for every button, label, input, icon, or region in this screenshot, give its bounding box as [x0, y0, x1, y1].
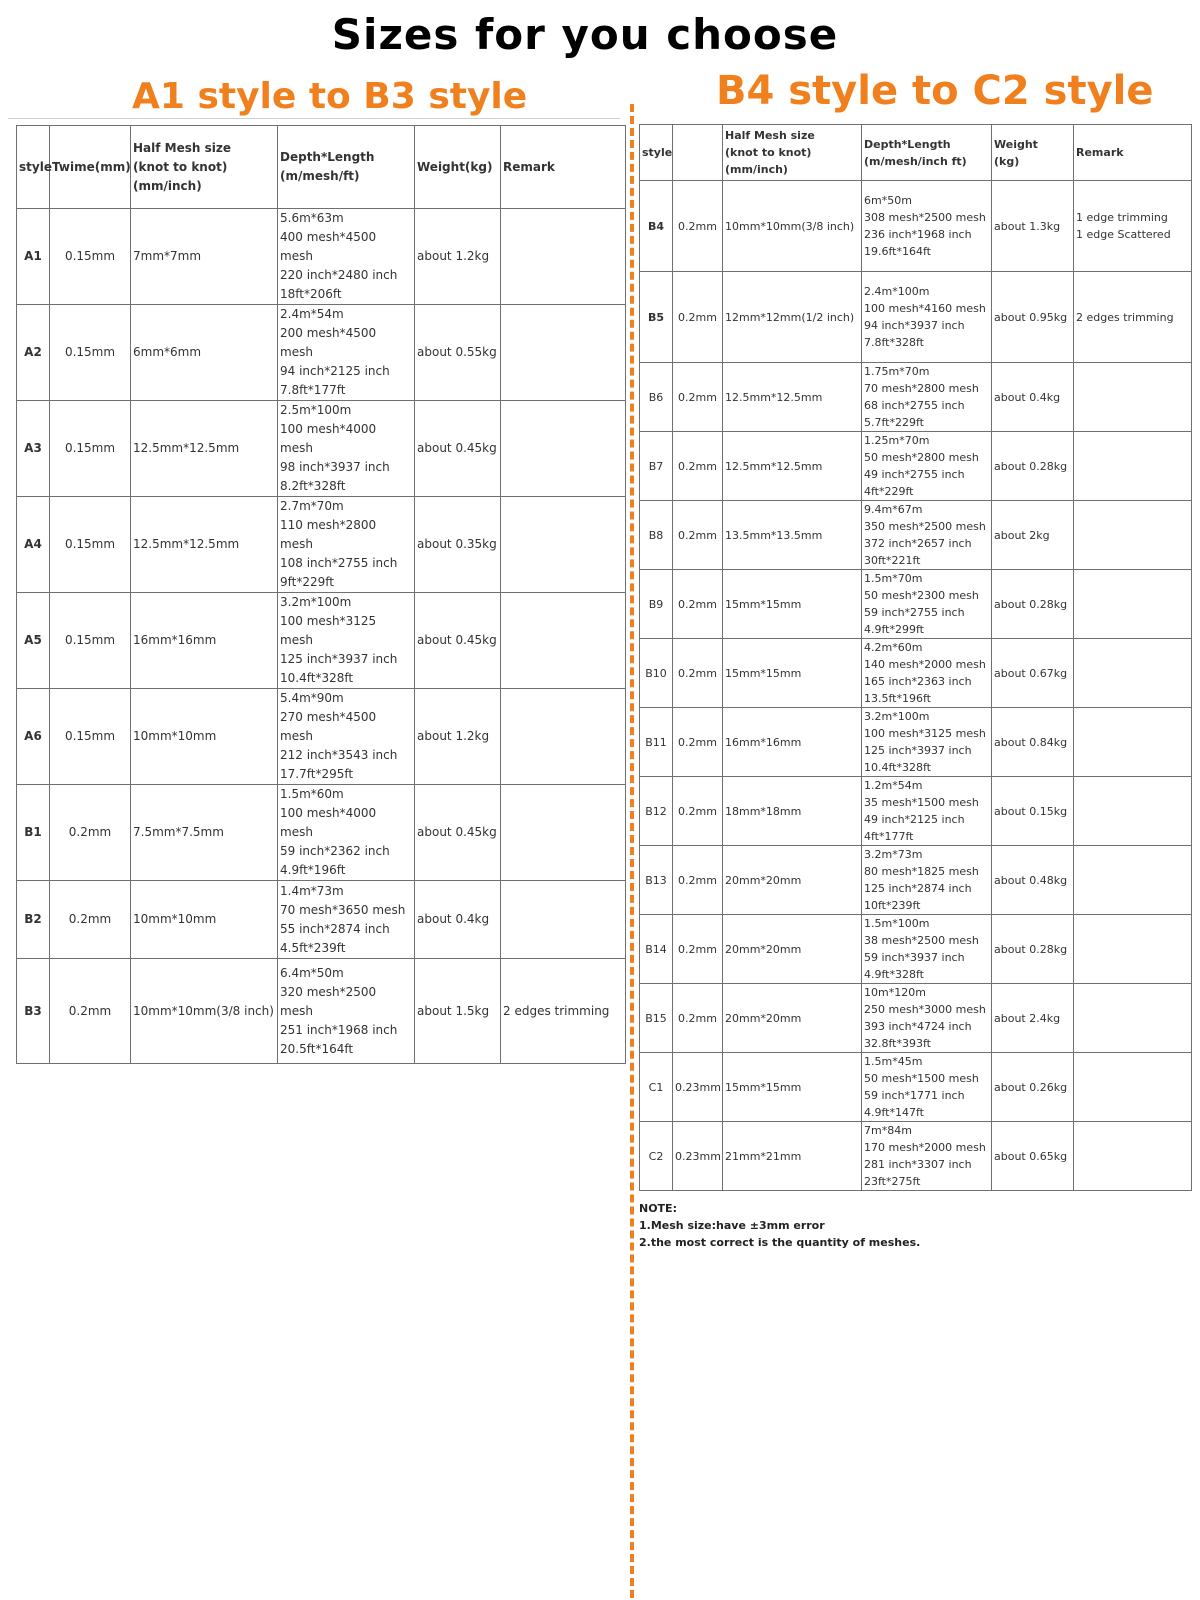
depth-line: 4.9ft*196ft [280, 863, 346, 877]
depth-length-cell [862, 181, 992, 272]
table-row [17, 959, 626, 1064]
table-row [640, 363, 1192, 432]
style-cell: B3 [17, 959, 50, 1064]
depth-line: 49 inch*2755 inch [864, 468, 965, 481]
twine-cell: 0.2mm [50, 785, 131, 881]
remark-cell [501, 785, 626, 881]
twine-cell: 0.15mm [50, 689, 131, 785]
mesh-size-cell: 12.5mm*12.5mm [723, 432, 862, 501]
depth-length-cell [278, 305, 415, 401]
table-row [17, 209, 626, 305]
remark-cell [501, 305, 626, 401]
style-cell: B6 [640, 363, 673, 432]
twine-cell: 0.2mm [673, 915, 723, 984]
remark-cell [1074, 984, 1192, 1053]
depth-line: 59 inch*1771 inch [864, 1089, 965, 1102]
depth-line: 10ft*239ft [864, 899, 921, 912]
twine-cell: 0.23mm [673, 1122, 723, 1191]
page-title: Sizes for you choose [331, 10, 839, 59]
depth-line: 38 mesh*2500 mesh [864, 934, 979, 947]
column-header: Weight (kg) [992, 125, 1074, 181]
mesh-size-cell: 7.5mm*7.5mm [131, 785, 278, 881]
table-row [640, 777, 1192, 846]
remark-cell [501, 209, 626, 305]
depth-line: 165 inch*2363 inch [864, 675, 972, 688]
twine-cell: 0.15mm [50, 305, 131, 401]
remark-cell: 2 edges trimming [501, 959, 626, 1064]
weight-cell: about 0.84kg [992, 708, 1074, 777]
twine-cell: 0.2mm [673, 846, 723, 915]
depth-line: 6.4m*50m [280, 965, 344, 980]
depth-length-cell [862, 1053, 992, 1122]
column-header: Weight(kg) [415, 126, 501, 209]
depth-line: 50 mesh*2800 mesh [864, 451, 979, 464]
depth-line: 59 inch*3937 inch [864, 951, 965, 964]
depth-length-cell [862, 777, 992, 846]
style-cell: A1 [17, 209, 50, 305]
style-cell: A4 [17, 497, 50, 593]
table-row [17, 401, 626, 497]
mesh-size-cell: 18mm*18mm [723, 777, 862, 846]
weight-cell: about 0.65kg [992, 1122, 1074, 1191]
weight-cell: about 0.28kg [992, 570, 1074, 639]
mesh-size-cell: 12.5mm*12.5mm [131, 497, 278, 593]
twine-cell: 0.2mm [673, 181, 723, 272]
depth-line: 100 mesh*4000 mesh [280, 806, 377, 839]
depth-line: 55 inch*2874 inch [280, 921, 390, 936]
remark-cell [1074, 846, 1192, 915]
note-line: 1.Mesh size:have ±3mm error [639, 1219, 825, 1232]
depth-line: 5.4m*90m [280, 691, 344, 705]
depth-line: 200 mesh*4500 mesh [280, 326, 377, 359]
mesh-size-cell: 16mm*16mm [131, 593, 278, 689]
depth-length-cell [278, 497, 415, 593]
column-header: style [640, 125, 673, 181]
mesh-size-cell: 13.5mm*13.5mm [723, 501, 862, 570]
remark-cell [1074, 1053, 1192, 1122]
depth-line: 100 mesh*3125 mesh [280, 614, 377, 647]
mesh-size-cell: 15mm*15mm [723, 639, 862, 708]
depth-line: 50 mesh*1500 mesh [864, 1072, 979, 1085]
depth-line: 270 mesh*4500 mesh [280, 710, 377, 743]
twine-cell: 0.2mm [673, 984, 723, 1053]
depth-length-cell [862, 639, 992, 708]
style-cell: B1 [17, 785, 50, 881]
weight-cell: about 0.67kg [992, 639, 1074, 708]
depth-line: 10.4ft*328ft [280, 671, 354, 685]
table-row [640, 1122, 1192, 1191]
depth-line: 1.2m*54m [864, 779, 923, 792]
depth-line: 110 mesh*2800 mesh [280, 518, 377, 551]
weight-cell: about 0.28kg [992, 432, 1074, 501]
mesh-size-cell: 15mm*15mm [723, 570, 862, 639]
weight-cell: about 1.5kg [415, 959, 501, 1064]
column-header: Remark [501, 126, 626, 209]
style-cell: B5 [640, 272, 673, 363]
twine-cell: 0.2mm [673, 432, 723, 501]
column-header: Twime(mm) [50, 126, 131, 209]
depth-line: 2.5m*100m [280, 403, 352, 417]
style-cell: A3 [17, 401, 50, 497]
remark-cell [501, 401, 626, 497]
mesh-size-cell: 10mm*10mm [131, 689, 278, 785]
note-line: 2.the most correct is the quantity of meshes. [639, 1236, 921, 1249]
table-row [640, 432, 1192, 501]
depth-length-cell [278, 209, 415, 305]
depth-line: 70 mesh*3650 mesh [280, 902, 406, 917]
weight-cell: about 0.48kg [992, 846, 1074, 915]
depth-line: 9ft*229ft [280, 575, 334, 589]
weight-cell: about 0.55kg [415, 305, 501, 401]
weight-cell: about 0.15kg [992, 777, 1074, 846]
table-row [640, 501, 1192, 570]
depth-line: 2.4m*100m [864, 285, 930, 298]
depth-line: 4ft*177ft [864, 830, 914, 843]
depth-line: 1.4m*73m [280, 883, 344, 898]
depth-line: 80 mesh*1825 mesh [864, 865, 979, 878]
twine-cell: 0.2mm [673, 639, 723, 708]
depth-length-cell [862, 432, 992, 501]
mesh-size-cell: 12.5mm*12.5mm [723, 363, 862, 432]
depth-line: 393 inch*4724 inch [864, 1020, 972, 1033]
twine-cell: 0.15mm [50, 497, 131, 593]
mesh-size-cell: 16mm*16mm [723, 708, 862, 777]
column-header: Half Mesh size (knot to knot) (mm/inch) [723, 125, 862, 181]
depth-length-cell [278, 593, 415, 689]
remark-cell [1074, 1122, 1192, 1191]
depth-length-cell [862, 708, 992, 777]
depth-line: 100 mesh*4160 mesh [864, 302, 986, 315]
weight-cell: about 1.2kg [415, 209, 501, 305]
depth-line: 94 inch*2125 inch [280, 364, 390, 378]
depth-line: 220 inch*2480 inch [280, 268, 398, 282]
depth-line: 320 mesh*2500 mesh [280, 984, 377, 1018]
depth-line: 10m*120m [864, 986, 926, 999]
remark-cell [501, 497, 626, 593]
depth-length-cell [278, 959, 415, 1064]
dashed-divider [630, 104, 634, 1598]
weight-cell: about 0.45kg [415, 785, 501, 881]
mesh-size-cell: 12.5mm*12.5mm [131, 401, 278, 497]
depth-line: 10.4ft*328ft [864, 761, 931, 774]
depth-line: 125 inch*3937 inch [280, 652, 398, 666]
depth-line: 9.4m*67m [864, 503, 923, 516]
depth-line: 212 inch*3543 inch [280, 748, 398, 762]
depth-line: 5.6m*63m [280, 211, 344, 225]
depth-line: 4.9ft*299ft [864, 623, 924, 636]
twine-cell: 0.23mm [673, 1053, 723, 1122]
column-header: style [17, 126, 50, 209]
depth-line: 7.8ft*177ft [280, 383, 346, 397]
mesh-size-cell: 10mm*10mm(3/8 inch) [131, 959, 278, 1064]
depth-line: 2.4m*54m [280, 307, 344, 321]
weight-cell: about 1.2kg [415, 689, 501, 785]
depth-line: 1.5m*100m [864, 917, 930, 930]
mesh-size-cell: 6mm*6mm [131, 305, 278, 401]
depth-line: 170 mesh*2000 mesh [864, 1141, 986, 1154]
depth-line: 17.7ft*295ft [280, 767, 354, 781]
mesh-size-cell: 20mm*20mm [723, 984, 862, 1053]
depth-line: 5.7ft*229ft [864, 416, 924, 429]
table-row [640, 915, 1192, 984]
remark-cell [1074, 432, 1192, 501]
table-header-row [640, 125, 1192, 181]
depth-length-cell [862, 1122, 992, 1191]
depth-line: 100 mesh*3125 mesh [864, 727, 986, 740]
mesh-size-cell: 12mm*12mm(1/2 inch) [723, 272, 862, 363]
depth-line: 372 inch*2657 inch [864, 537, 972, 550]
right-size-table [639, 124, 1192, 1191]
table-row [640, 639, 1192, 708]
depth-line: 4.5ft*239ft [280, 940, 346, 955]
weight-cell: about 0.28kg [992, 915, 1074, 984]
style-cell: A5 [17, 593, 50, 689]
remark-cell [501, 881, 626, 959]
depth-line: 251 inch*1968 inch [280, 1022, 398, 1037]
style-cell: B9 [640, 570, 673, 639]
depth-line: 4.9ft*147ft [864, 1106, 924, 1119]
depth-line: 2.7m*70m [280, 499, 344, 513]
mesh-size-cell: 21mm*21mm [723, 1122, 862, 1191]
twine-cell: 0.2mm [50, 881, 131, 959]
depth-line: 35 mesh*1500 mesh [864, 796, 979, 809]
style-cell: C2 [640, 1122, 673, 1191]
mesh-size-cell: 15mm*15mm [723, 1053, 862, 1122]
style-cell: A2 [17, 305, 50, 401]
column-header: Half Mesh size (knot to knot) (mm/inch) [131, 126, 278, 209]
depth-line: 1.5m*45m [864, 1055, 923, 1068]
depth-line: 125 inch*2874 inch [864, 882, 972, 895]
right-section-title: B4 style to C2 style [716, 68, 1154, 114]
depth-line: 19.6ft*164ft [864, 245, 931, 258]
mesh-size-cell: 20mm*20mm [723, 915, 862, 984]
depth-line: 23ft*275ft [864, 1175, 921, 1188]
weight-cell: about 0.35kg [415, 497, 501, 593]
weight-cell: about 0.95kg [992, 272, 1074, 363]
twine-cell: 0.15mm [50, 401, 131, 497]
table-row [640, 1053, 1192, 1122]
depth-line: 108 inch*2755 inch [280, 556, 398, 570]
depth-length-cell [278, 785, 415, 881]
depth-line: 49 inch*2125 inch [864, 813, 965, 826]
table-header-row [17, 126, 626, 209]
depth-line: 1.75m*70m [864, 365, 930, 378]
style-cell: B2 [17, 881, 50, 959]
depth-line: 4.9ft*328ft [864, 968, 924, 981]
weight-cell: about 0.4kg [992, 363, 1074, 432]
twine-cell: 0.2mm [673, 272, 723, 363]
table-row [640, 181, 1192, 272]
remark-cell [1074, 639, 1192, 708]
weight-cell: about 0.45kg [415, 401, 501, 497]
remark-cell [1074, 570, 1192, 639]
table-row [640, 570, 1192, 639]
remark-cell: 2 edges trimming [1074, 272, 1192, 363]
depth-line: 1.25m*70m [864, 434, 930, 447]
mesh-size-cell: 20mm*20mm [723, 846, 862, 915]
depth-line: 281 inch*3307 inch [864, 1158, 972, 1171]
table-row [17, 593, 626, 689]
depth-line: 100 mesh*4000 mesh [280, 422, 377, 455]
depth-length-cell [862, 363, 992, 432]
depth-line: 8.2ft*328ft [280, 479, 346, 493]
depth-length-cell [862, 984, 992, 1053]
mesh-size-cell: 10mm*10mm [131, 881, 278, 959]
style-cell: B4 [640, 181, 673, 272]
style-cell: B10 [640, 639, 673, 708]
table-row [17, 785, 626, 881]
twine-cell: 0.2mm [50, 959, 131, 1064]
remark-cell [501, 689, 626, 785]
depth-line: 13.5ft*196ft [864, 692, 931, 705]
style-cell: A6 [17, 689, 50, 785]
note-heading: NOTE: [639, 1202, 677, 1215]
table-row [17, 305, 626, 401]
depth-line: 70 mesh*2800 mesh [864, 382, 979, 395]
twine-cell: 0.15mm [50, 593, 131, 689]
left-section-title: A1 style to B3 style [132, 76, 528, 117]
table-row [17, 881, 626, 959]
style-cell: B8 [640, 501, 673, 570]
depth-line: 30ft*221ft [864, 554, 921, 567]
depth-line: 20.5ft*164ft [280, 1041, 354, 1056]
depth-line: 68 inch*2755 inch [864, 399, 965, 412]
depth-line: 350 mesh*2500 mesh [864, 520, 986, 533]
depth-line: 400 mesh*4500 mesh [280, 230, 377, 263]
depth-length-cell [862, 915, 992, 984]
depth-line: 32.8ft*393ft [864, 1037, 931, 1050]
depth-line: 98 inch*3937 inch [280, 460, 390, 474]
depth-line: 50 mesh*2300 mesh [864, 589, 979, 602]
table-row [640, 708, 1192, 777]
style-cell: B11 [640, 708, 673, 777]
depth-line: 1.5m*60m [280, 787, 344, 801]
weight-cell: about 2.4kg [992, 984, 1074, 1053]
remark-cell [1074, 363, 1192, 432]
mesh-size-cell: 10mm*10mm(3/8 inch) [723, 181, 862, 272]
depth-line: 4ft*229ft [864, 485, 914, 498]
column-header: Depth*Length (m/mesh/ft) [278, 126, 415, 209]
weight-cell: about 1.3kg [992, 181, 1074, 272]
style-cell: B14 [640, 915, 673, 984]
twine-cell: 0.2mm [673, 708, 723, 777]
remark-cell [1074, 501, 1192, 570]
twine-cell: 0.2mm [673, 570, 723, 639]
depth-length-cell [862, 272, 992, 363]
depth-line: 94 inch*3937 inch [864, 319, 965, 332]
depth-line: 1.5m*70m [864, 572, 923, 585]
style-cell: B7 [640, 432, 673, 501]
style-cell: B12 [640, 777, 673, 846]
column-header: Depth*Length (m/mesh/inch ft) [862, 125, 992, 181]
depth-line: 3.2m*100m [280, 595, 352, 609]
depth-line: 3.2m*100m [864, 710, 930, 723]
remark-cell [1074, 708, 1192, 777]
depth-length-cell [278, 881, 415, 959]
depth-length-cell [278, 689, 415, 785]
depth-length-cell [862, 501, 992, 570]
depth-line: 140 mesh*2000 mesh [864, 658, 986, 671]
depth-length-cell [278, 401, 415, 497]
table-row [640, 272, 1192, 363]
depth-line: 7.8ft*328ft [864, 336, 924, 349]
remark-cell [1074, 915, 1192, 984]
table-row [17, 689, 626, 785]
style-cell: B13 [640, 846, 673, 915]
depth-line: 4.2m*60m [864, 641, 923, 654]
header-rule [8, 118, 620, 119]
column-header [673, 125, 723, 181]
depth-line: 59 inch*2755 inch [864, 606, 965, 619]
left-size-table [16, 125, 626, 1064]
depth-length-cell [862, 846, 992, 915]
remark-cell [1074, 777, 1192, 846]
table-row [640, 846, 1192, 915]
depth-line: 3.2m*73m [864, 848, 923, 861]
remark-cell [501, 593, 626, 689]
twine-cell: 0.2mm [673, 501, 723, 570]
mesh-size-cell: 7mm*7mm [131, 209, 278, 305]
weight-cell: about 0.4kg [415, 881, 501, 959]
weight-cell: about 0.26kg [992, 1053, 1074, 1122]
twine-cell: 0.2mm [673, 777, 723, 846]
depth-line: 7m*84m [864, 1124, 912, 1137]
depth-line: 125 inch*3937 inch [864, 744, 972, 757]
depth-line: 59 inch*2362 inch [280, 844, 390, 858]
depth-line: 6m*50m [864, 194, 912, 207]
column-header: Remark [1074, 125, 1192, 181]
depth-length-cell [862, 570, 992, 639]
style-cell: C1 [640, 1053, 673, 1122]
twine-cell: 0.2mm [673, 363, 723, 432]
table-row [17, 497, 626, 593]
remark-cell: 1 edge trimming 1 edge Scattered [1074, 181, 1192, 272]
twine-cell: 0.15mm [50, 209, 131, 305]
depth-line: 250 mesh*3000 mesh [864, 1003, 986, 1016]
weight-cell: about 0.45kg [415, 593, 501, 689]
table-row [640, 984, 1192, 1053]
depth-line: 18ft*206ft [280, 287, 342, 301]
depth-line: 236 inch*1968 inch [864, 228, 972, 241]
notes-block [639, 1200, 920, 1251]
depth-line: 308 mesh*2500 mesh [864, 211, 986, 224]
weight-cell: about 2kg [992, 501, 1074, 570]
style-cell: B15 [640, 984, 673, 1053]
